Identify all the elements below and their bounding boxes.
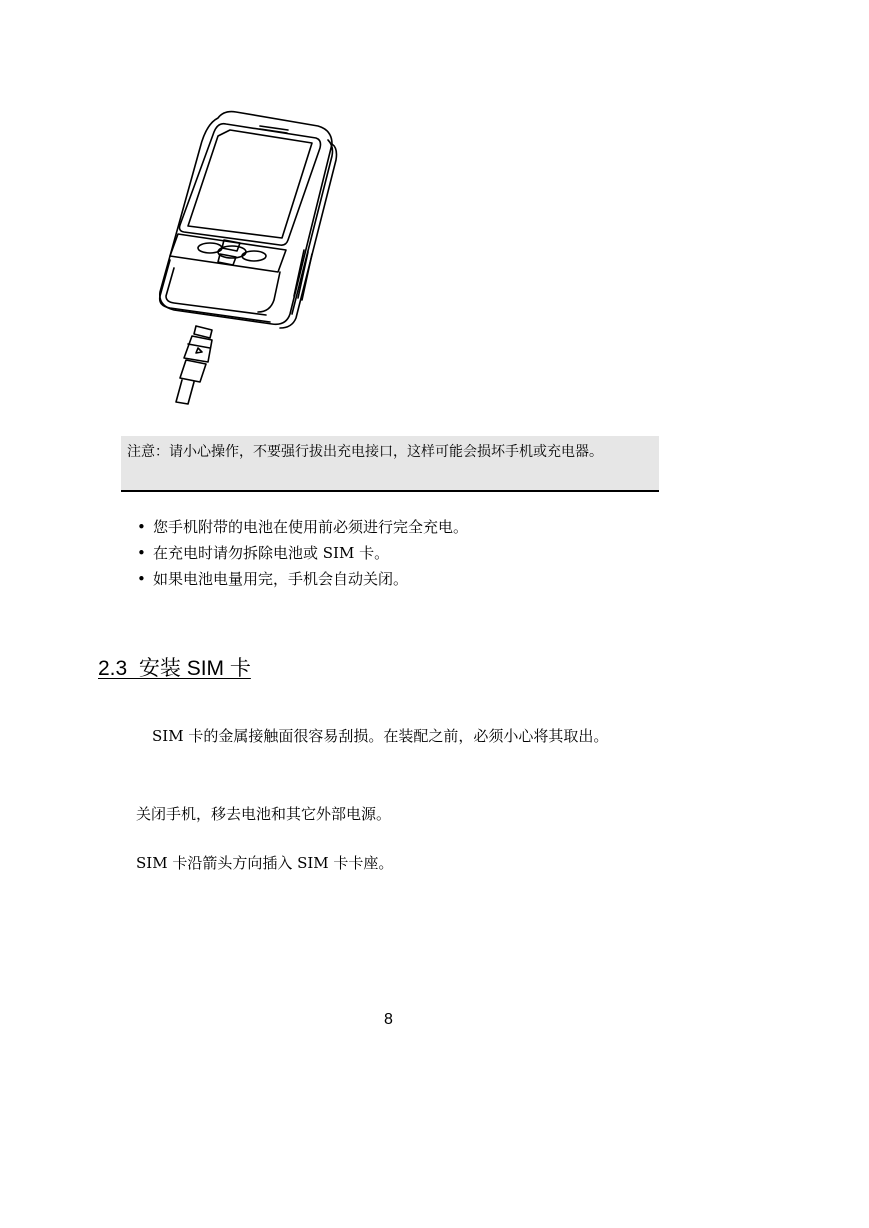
page-number: 8 [384,1011,393,1028]
section-heading: 2.3 安装 SIM 卡 [98,657,251,680]
paragraph-insert-sim: SIM 卡沿箭头方向插入 SIM 卡卡座。 [136,854,394,872]
bullet-icon: • [137,518,146,536]
bullet-icon: • [137,544,146,562]
list-item [137,514,468,540]
charging-tips-list [137,514,468,592]
phone-charger-illustration [140,100,360,410]
list-item [137,566,468,592]
list-item-text: 如果电池电量用完，手机会自动关闭。 [153,570,409,588]
list-item-text: 在充电时请勿拆除电池或 SIM 卡。 [153,544,390,562]
caution-note [121,436,659,492]
paragraph-power-off: 关闭手机，移去电池和其它外部电源。 [136,805,392,823]
list-item [137,540,468,566]
list-item-text: 您手机附带的电池在使用前必须进行完全充电。 [153,518,469,536]
paragraph-sim-caution: SIM 卡的金属接触面很容易刮损。在装配之前，必须小心将其取出。 [152,727,609,745]
bullet-icon: • [137,570,146,588]
caution-note-text: 注意：请小心操作，不要强行拔出充电接口，这样可能会损坏手机或充电器。 [127,444,603,460]
